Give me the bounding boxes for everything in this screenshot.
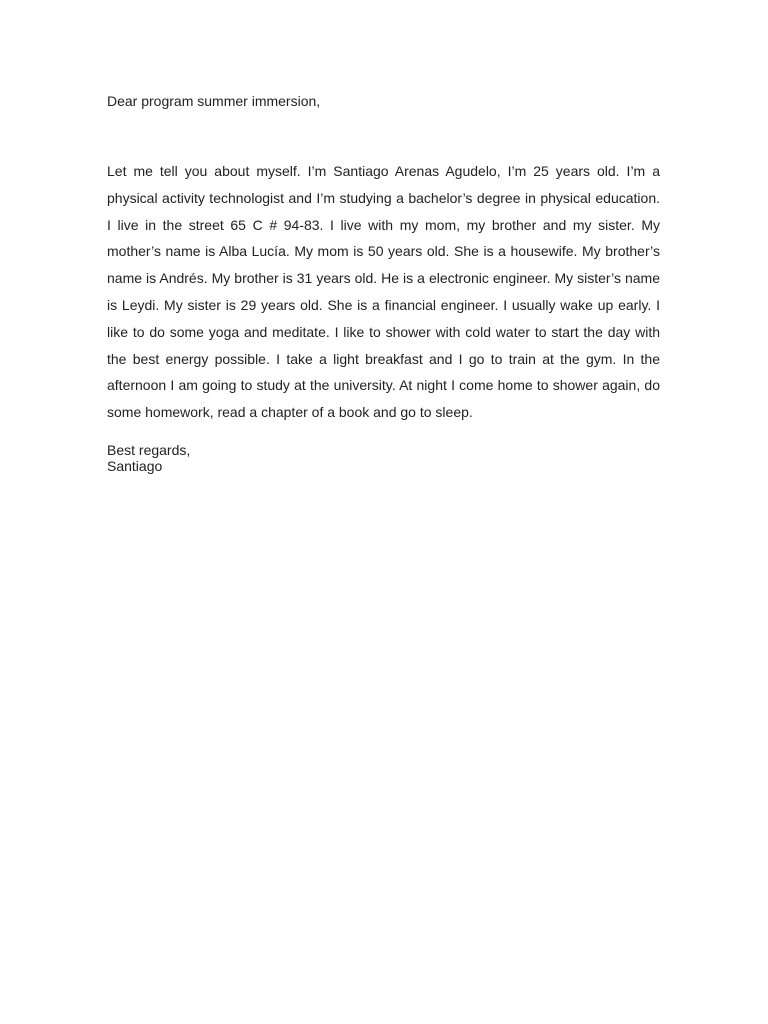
letter-body: Let me tell you about myself. I’m Santiago Arenas Agudelo, I’m 25 years old. I’m a physical activity technologist and I’m studying a bachelor’s degree in physical education. I live in the street 65 C # 94-83. I live with my mom, my brother and my sister. My mother’s name is Alba Lucía. My mom is 50 years old. She is a housewife. My brother’s name is Andrés. My brother is 31 years old. He is a electronic engineer. My sister’s name is Leydi. My sister is 29 years old. She is a financial engineer. I usually wake up early. I like to do some yoga and meditate. I like to shower with cold water to start the day with the best energy possible. I take a light breakfast and I go to train at the gym. In the afternoon I am going to study at the university. At night I come home to shower again, do some homework, read a chapter of a book and go to sleep. bbox=[107, 163, 660, 421]
letter-salutation: Dear program summer immersion, bbox=[107, 93, 321, 109]
letter-signature: Santiago bbox=[107, 457, 163, 474]
letter-closing-block bbox=[107, 442, 660, 474]
letter-page bbox=[107, 88, 660, 474]
letter-closing: Best regards, bbox=[107, 441, 191, 458]
